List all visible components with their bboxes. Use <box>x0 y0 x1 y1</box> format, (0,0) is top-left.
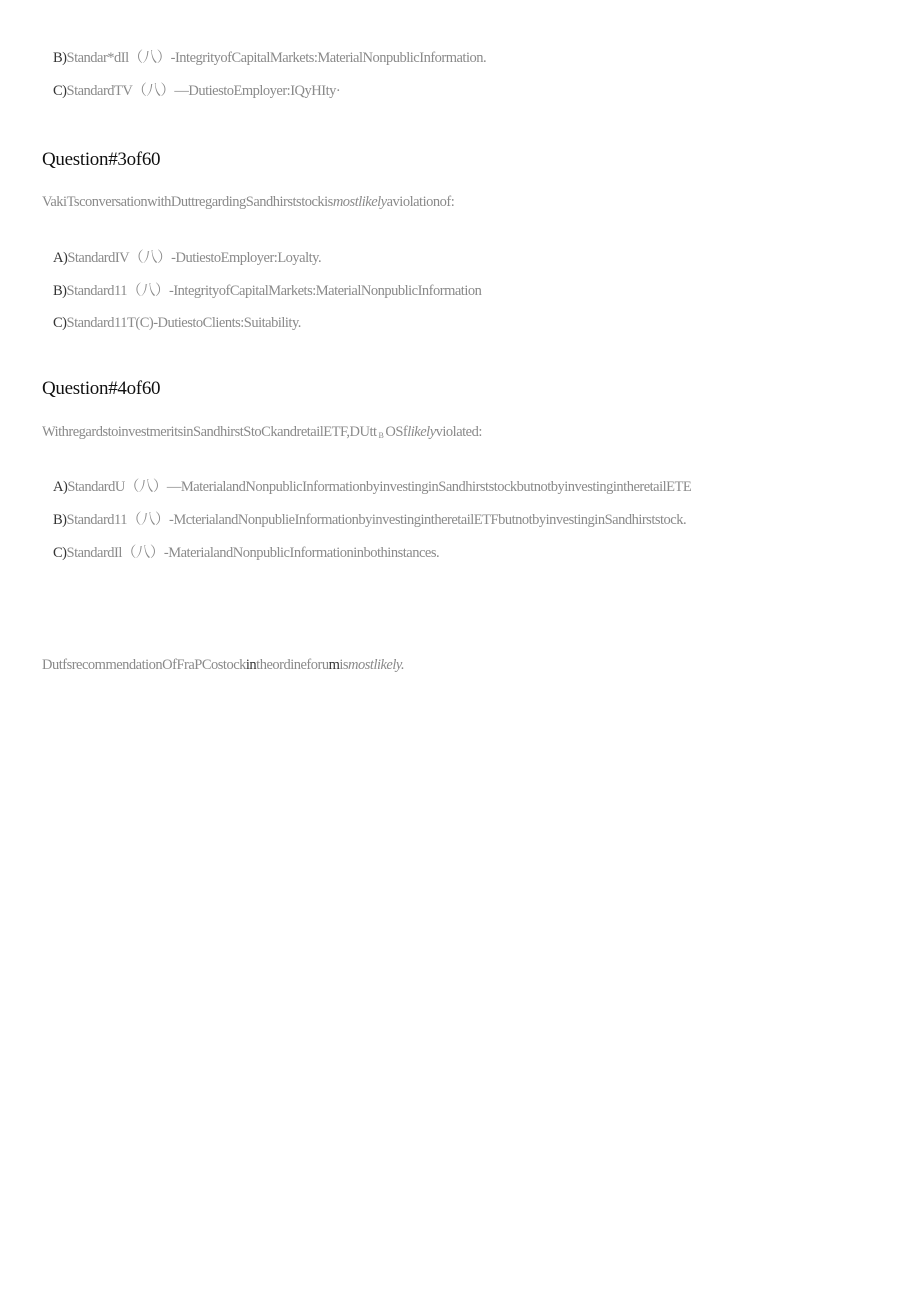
option-text: StandardIV（八）-DutiestoEmployer:Loyalty. <box>67 250 322 266</box>
option-letter: C) <box>53 315 67 331</box>
stem-text: aviolationof: <box>386 194 455 210</box>
option-letter: A) <box>53 250 68 266</box>
q4-heading: Question#4of60 <box>42 378 161 399</box>
stem-text: VakiTsconversationwithDuttregardingSandhirststockis <box>42 194 333 210</box>
stem-text: is <box>339 657 349 673</box>
option-letter: A) <box>53 479 68 495</box>
option-letter: B) <box>53 50 67 66</box>
q4-option-c <box>53 544 439 562</box>
stem-text: OSf <box>385 424 408 440</box>
option-text: Standard11（八）-McterialandNonpublieInformationbyinvestingintheretailETFbutnotbyinvestinginSandhirststock. <box>66 512 687 528</box>
option-text: Standar*dIl（八）-IntegrityofCapitalMarkets:MaterialNonpublicInformation. <box>66 50 487 66</box>
q2-option-c <box>53 82 340 100</box>
q3-option-b <box>53 282 481 300</box>
stem-tiny-mark: B <box>378 431 384 440</box>
option-letter: C) <box>53 83 67 99</box>
option-letter: C) <box>53 545 67 561</box>
q3-heading: Question#3of60 <box>42 149 161 170</box>
option-letter: B) <box>53 512 67 528</box>
q3-option-a <box>53 249 321 267</box>
q4-stem <box>42 423 482 445</box>
stem-text-dark: in <box>245 657 257 673</box>
stem-emphasis: mostlikely <box>332 194 387 210</box>
q4-option-a <box>53 478 691 496</box>
q3-stem <box>42 193 454 211</box>
option-text: StandardU（八）—MaterialandNonpublicInformationbyinvestinginSandhirststockbutnotbyinvestingintheretailETE <box>67 479 692 495</box>
q4-option-b <box>53 511 686 529</box>
stem-text-dark: m <box>328 657 340 673</box>
option-text: StandardTV（八）—DutiestoEmployer:IQyHIty· <box>66 83 341 99</box>
q5-stem <box>42 656 404 674</box>
stem-text: violated: <box>435 424 482 440</box>
stem-text: theordineforu <box>256 657 329 673</box>
stem-text: WithregardstoinvestmeritsinSandhirstStoCkandretailETF,DUtt <box>42 424 377 440</box>
stem-emphasis: mostlikely. <box>348 657 405 673</box>
option-letter: B) <box>53 283 67 299</box>
q2-option-b <box>53 49 486 67</box>
option-text: StandardIl（八）-MaterialandNonpublicInformationinbothinstances. <box>66 545 440 561</box>
q3-option-c <box>53 314 301 332</box>
stem-text: DutfsrecommendationOfFraPCostock <box>42 657 246 673</box>
stem-emphasis: likely <box>407 424 436 440</box>
option-text: Standard11T(C)-DutiestoClients:Suitability. <box>66 315 301 331</box>
option-text: Standard11（八）-IntegrityofCapitalMarkets:MaterialNonpublicInformation <box>66 283 482 299</box>
